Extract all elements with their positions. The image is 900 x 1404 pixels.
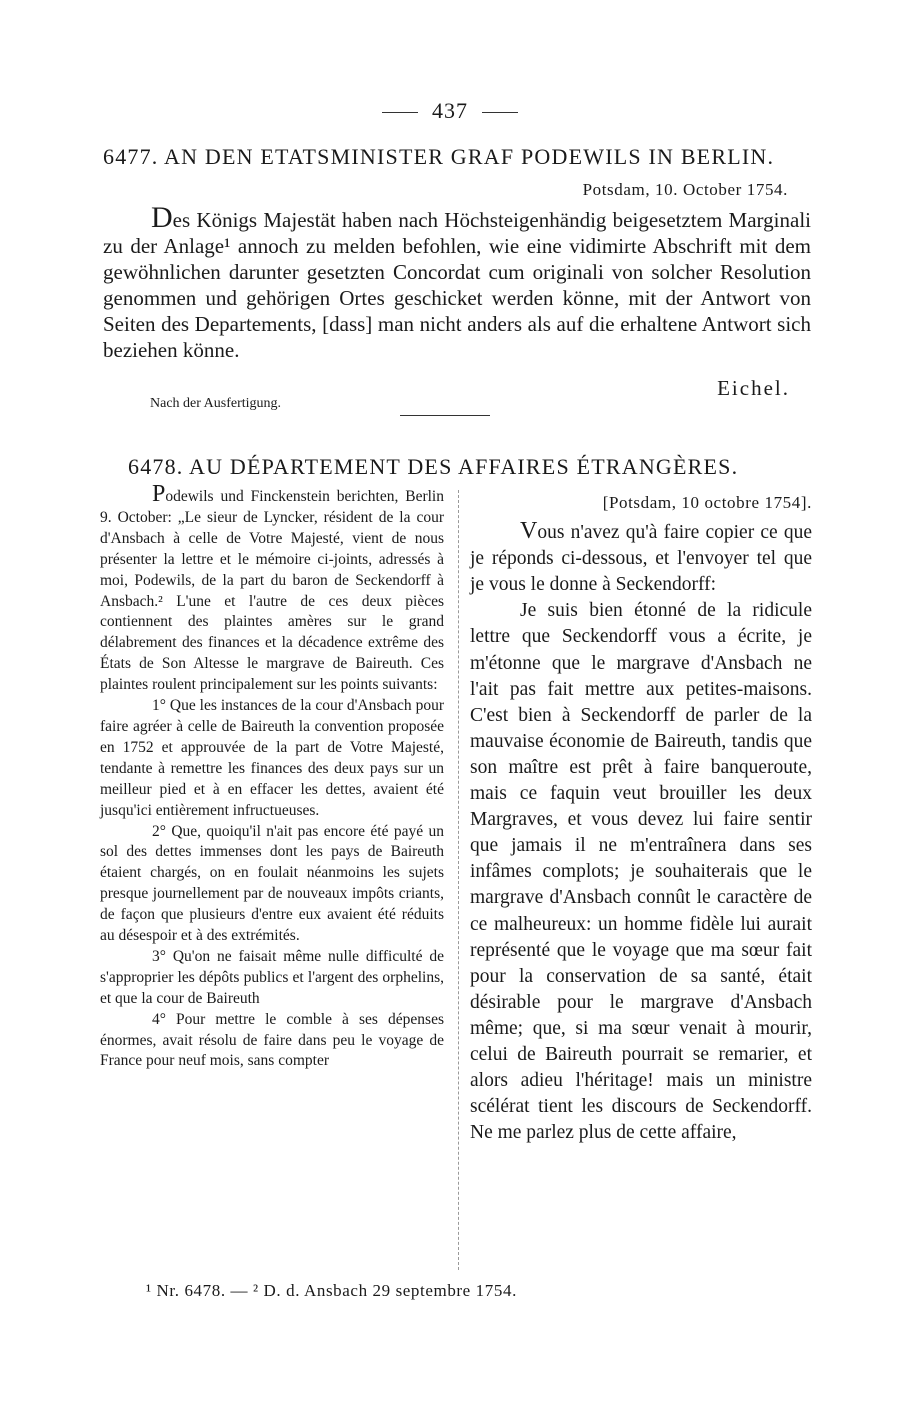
letter-6477-body: [103, 201, 811, 363]
letter-6477-dateline: Potsdam, 10. October 1754.: [582, 180, 788, 199]
letter-6478-dateline: [Potsdam, 10 octobre 1754].: [602, 493, 812, 512]
letter-6478-left-column: [100, 481, 444, 1072]
page-number-dash-right: [482, 112, 518, 113]
left-dropcap: P: [152, 481, 166, 507]
right-paragraph-1-text: ous n'avez qu'à faire copier ce que je réponds ci-dessous, et l'envoyer tel que je vous le donne à Seckendorff:: [470, 522, 812, 596]
left-point-1: 1° Que les instances de la cour d'Ansbach pour faire agréer à celle de Baireuth la convention proposée en 1752 et approuvée de la part de Votre Majesté, tendante à remettre les finances des deux pays sur un meilleur pied et à en effacer les dettes, avaient été jusqu'ici entièrement infructueuses.: [100, 697, 444, 819]
letter-6477-heading: 6477. AN DEN ETATSMINISTER GRAF PODEWILS IN BERLIN.: [103, 144, 775, 169]
left-point-3: 3° Qu'on ne faisait même nulle difficulté de s'approprier les dépôts publics et l'argent des orphelins, et que la cour de Baireuth: [100, 947, 444, 1007]
right-paragraph-2: Je suis bien étonné de la ridicule lettre que Seckendorff vous a écrite, je m'étonne que le margrave d'Ansbach ne l'ait pas fait mettre aux petites-maisons. C'est bien à Seckendorff de parler de la mauvaise économie de Baireuth, tandis que son maître est prêt à faire banqueroute, mais ce faquin veut brouiller les deux Margraves, et vous devez lui faire sentir que jamais il ne m'entraînera dans ses infâmes complots; je souhaiterais que le margrave d'Ansbach connût le caractère de ce malheureux: un homme fidèle lui aurait représenté que le voyage que ma sœur fait pour la conservation de sa santé, était désirable pour le margrave d'Ansbach même; que, si ma sœur venait à mourir, celui de Baireuth pourrait se remarier, et alors adieu l'héritage! mais un ministre scélérat tient les discours de Seckendorff. Ne me parlez plus de cette affaire,: [470, 600, 812, 1144]
page-number-dash-left: [382, 112, 418, 113]
right-dropcap: V: [520, 518, 538, 545]
section-divider-rule: [400, 415, 490, 416]
left-intro-paragraph: [100, 481, 444, 696]
page-number-text: 437: [432, 98, 468, 123]
right-paragraph-1: [470, 518, 812, 598]
left-point-4: 4° Pour mettre le comble à ses dépenses énormes, avait résolu de faire dans peu le voyage de France pour neuf mois, sans compter: [100, 1010, 444, 1070]
letter-6477-source-note: Nach der Ausfertigung.: [150, 396, 282, 411]
page-number: [0, 98, 900, 124]
letter-6477-text: es Königs Majestät haben nach Höchsteigenhändig beigesetztem Marginali zu der Anlage¹ annoch zu melden befohlen, wie eine vidimirte Abschrift mit dem gewöhnlichen darunter gesetzten Concordat cum originali von solcher Resolution genommen und gehörigen Ortes geschicket werden könne, mit der Antwort von Seiten des Departements, [dass] man nicht anders als auf die erhaltene Antwort sich beziehen könne.: [103, 208, 811, 362]
column-divider: [458, 490, 459, 1270]
left-point-2: 2° Que, quoiqu'il n'ait pas encore été payé un sol des dettes immenses dont les pays de Baireuth étaient chargés, on en foulait néanmoins les sujets presque journellement par de nouveaux impôts criants, de façon que plusieurs d'entre eux avaient été réduits au désespoir et à des extrémités.: [100, 822, 444, 945]
letter-6477-signature: Eichel.: [717, 376, 790, 400]
footnotes: ¹ Nr. 6478. — ² D. d. Ansbach 29 septembre 1754.: [146, 1281, 517, 1300]
letter-6477-paragraph: [103, 201, 811, 363]
letter-6478-heading: 6478. AU DÉPARTEMENT DES AFFAIRES ÉTRANGÈRES.: [128, 454, 739, 479]
left-intro-text: odewils und Finckenstein berichten, Berlin 9. October: „Le sieur de Lyncker, résident de la cour d'Ansbach à celle de Votre Majesté, vient de nous présenter la lettre et le mémoire ci-joints, adressés à moi, Podewils, de la part du baron de Seckendorff à Ansbach.² L'une et l'autre de ces deux pièces contiennent des plaintes amères sur le grand délabrement des finances et la décadence extrême des États de Son Altesse le margrave de Baireuth. Ces plaintes roulent principalement sur les points suivants:: [100, 488, 444, 694]
letter-6478-right-column: [470, 490, 812, 1146]
letter-6477-dropcap: D: [151, 201, 173, 234]
